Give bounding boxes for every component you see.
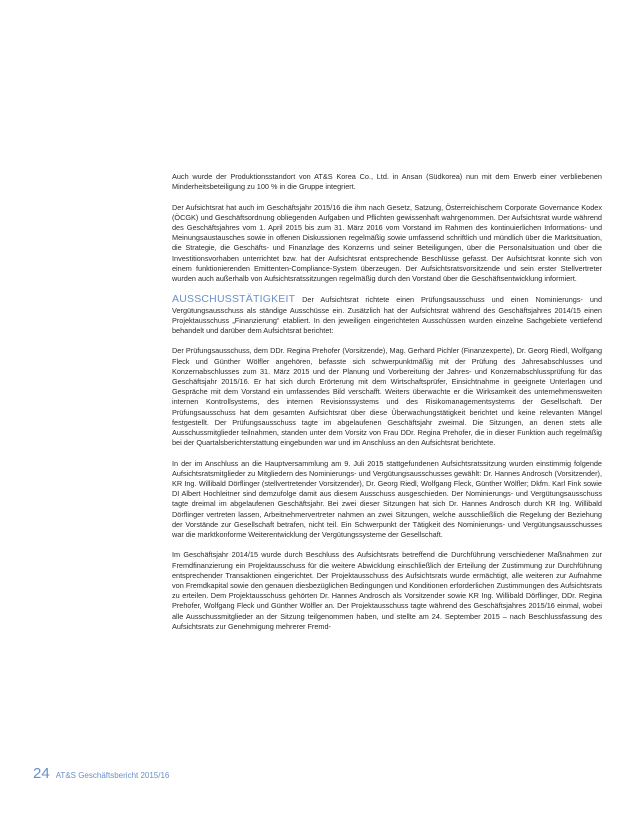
footer-title: AT&S Geschäftsbericht 2015/16 (55, 771, 170, 780)
section-intro-text: Der Aufsichtsrat richtete einen Prüfungsausschuss und einen Nominierungs- und Vergütungsausschuss als ständige Ausschüsse ein. Zusätzlich hat der Aufsichtsrat während des Geschäftsjahres 2014/15 einen Projektausschuss „Finanzierung“ etabliert. In den jeweiligen eingerichteten Ausschüssen wurden einzelne Sachgebiete vertiefend behandelt und darüber dem Aufsichtsrat berichtet: (172, 295, 603, 336)
page-footer (33, 765, 169, 782)
section-heading: AUSSCHUSSTÄTIGKEIT (172, 293, 296, 306)
page-number: 24 (33, 765, 50, 782)
paragraph: Der Aufsichtsrat hat auch im Geschäftsjahr 2015/16 die ihm nach Gesetz, Satzung, Österreichischem Corporate Governance Kodex (ÖCGK) und Geschäftsordnung obliegenden Aufgaben und Pflichten gewissenhaft wahrgenommen. Der Aufsichtsrat wurde während des Geschäftsjahres vom 1. April 2015 bis zum 31. März 2016 vom Vorstand im Rahmen des kontinuierlichen Informations- und Meinungsaustausches sowie in offenen Diskussionen regelmäßig sowie umfassend schriftlich und mündlich über die Marktsituation, die Strategie, die Geschäfts- und Finanzlage des Konzerns und seiner Beteiligungen, über die Personalsituation und über die Investitionsvorhaben unterrichtet bzw. hat der Aufsichtsrat entsprechende Beschlüsse gefasst. Der Aufsichtsrat konnte sich von einem funktionierenden Emittenten-Compliance-System überzeugen. Der Aufsichtsratsvorsitzende und sein erster Stellvertreter wurden auch außerhalb von Aufsichtsratssitzungen regelmäßig durch den Vorstand über die Geschäftsentwicklung informiert. (172, 202, 602, 284)
paragraph: In der im Anschluss an die Hauptversammlung am 9. Juli 2015 stattgefundenen Aufsichtsratssitzung wurden einstimmig folgende Aufsichtsratsmitglieder zu Mitgliedern des Nominierungs- und Vergütungsausschusses gewählt: Dr. Hannes Androsch (Vorsitzender), KR Ing. Willibald Dörflinger (stellvertretender Vorsitzender), Dr. Georg Riedl, Wolfgang Fleck, Günther Wölfler; Dkfm. Karl Fink sowie DI Albert Hochleitner sind demzufolge damit aus diesem Ausschuss ausgeschieden. Der Nominierungs- und Vergütungsausschuss tagte dreimal im abgelaufenen Geschäftsjahr. Bei zwei dieser Sitzungen hat sich Dr. Hannes Androsch durch KR Ing. Willibald Dörflinger vertreten lassen, Arbeitnehmervertreter nahmen an zwei Sitzungen, welche ausschließlich die Regelung der Beziehung der Vorstände zur Gesellschaft betrafen, nicht teil. Ein Schwerpunkt der Tätigkeit des Nominierungs- und Vergütungsausschusses war die marktkonforme Weiterentwicklung der Vergütungssysteme der Gesellschaft. (172, 458, 602, 540)
paragraph: Im Geschäftsjahr 2014/15 wurde durch Beschluss des Aufsichtsrats betreffend die Durchführung verschiedener Maßnahmen zur Fremdfinanzierung ein Projektausschuss für die weitere Abwicklung einschließlich der Erteilung der Zustimmung zur Durchführung entsprechender Transaktionen eingerichtet. Der Projektausschuss des Aufsichtsrats wurde ermächtigt, alle weiteren zur Aufnahme von Fremdkapital sowie den genauen diesbezüglichen Bedingungen und Konditionen erforderlichen Zustimmungen des Aufsichtsrats zu erteilen. Dem Projektausschuss gehörten Dr. Hannes Androsch als Vorsitzender sowie KR Ing. Willibald Dörflinger, DDr. Regina Prehofer, Wolfgang Fleck und Günther Wölfler an. Der Projektausschuss tagte während des Geschäftsjahres 2015/16 einmal, wobei alle Ausschussmitglieder an der Sitzung teilgenommen haben, und stellte am 24. September 2015 – nach Beschlussfassung des Aufsichtsrats zur Genehmigung mehrerer Fremd- (172, 550, 602, 631)
main-text-column (172, 172, 602, 642)
section-paragraph (172, 294, 602, 336)
paragraph: Der Prüfungsausschuss, dem DDr. Regina Prehofer (Vorsitzende), Mag. Gerhard Pichler (Finanzexperte), Dr. Georg Riedl, Wolfgang Fleck und Günther Wölfler angehören, befasste sich schwerpunktmäßig mit der Prüfung des Jahresabschlusses und Konzernabschlusses zum 31. März 2015 und der Planung und Vorbereitung der Jahres- und Konzernabschlussprüfung für das Geschäftsjahr 2015/16. Er hat sich durch Erörterung mit dem Wirtschaftsprüfer, Einsichtnahme in geeignete Unterlagen und Gespräche mit dem Vorstand ein umfassendes Bild verschafft. Weiters überwachte er die Wirksamkeit des unternehmensweiten internen Kontrollsystems, des internen Revisionssystems und des Risikomanagementsystems der Gesellschaft. Der Prüfungsausschuss hat dem gesamten Aufsichtsrat über diese Überwachungstätigkeit berichtet und keine relevanten Mängel festgestellt. Der Prüfungsausschuss tagte im abgelaufenen Geschäftsjahr zweimal. Die Sitzungen, an denen stets alle Ausschussmitglieder teilnahmen, standen unter dem Vorsitz von Frau DDr. Regina Prehofer, die in dieser Funktion auch regelmäßig bei der Quartalsberichterstattung eingebunden war und im Anschluss an den Aufsichtsrat berichtete. (172, 346, 602, 448)
paragraph: Auch wurde der Produktionsstandort von AT&S Korea Co., Ltd. in Ansan (Südkorea) nun mit dem Erwerb einer verbliebenen Minderheitsbeteiligung zu 100 % in die Gruppe integriert. (172, 172, 602, 192)
